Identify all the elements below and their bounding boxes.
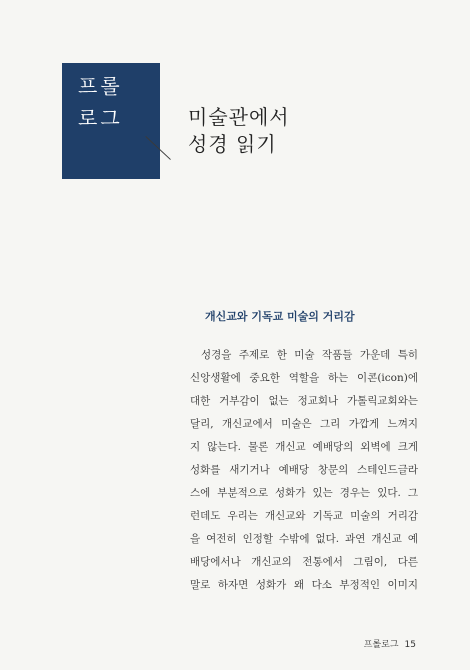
chapter-label-box <box>62 63 160 179</box>
body-line: 달리, 개신교에서 미술은 그리 가깝게 느껴지 <box>190 418 418 430</box>
section-heading: 개신교와 기독교 미술의 거리감 <box>205 310 355 323</box>
page-title-line-2: 성경 읽기 <box>188 132 277 156</box>
body-line: 을 여전히 인정할 수밖에 없다. 과연 개신교 예 <box>190 533 418 545</box>
body-line: 지 않는다. 물론 개신교 예배당의 외벽에 크게 <box>190 441 418 453</box>
body-line: 스에 부분적으로 성화가 있는 경우는 있다. 그 <box>190 487 418 499</box>
running-footer-label: 프롤로그 <box>363 640 399 650</box>
body-line: 말로 하자면 성화가 왜 다소 부정적인 이미지 <box>190 579 418 591</box>
page-title-line-1: 미술관에서 <box>188 105 290 129</box>
page-footer <box>364 637 416 650</box>
chapter-label-line-2: 로그 <box>78 106 123 130</box>
body-line: 대한 거부감이 없는 정교회나 가톨릭교회와는 <box>190 395 418 407</box>
chapter-label-line-1: 프롤 <box>78 74 123 98</box>
body-line: 런데도 우리는 개신교와 기독교 미술의 거리감 <box>190 510 418 522</box>
body-line: 신앙생활에 중요한 역할을 하는 이콘(icon)에 <box>190 372 418 384</box>
page-title <box>188 104 290 158</box>
body-line: 배당에서나 개신교의 전통에서 그림이, 다른 <box>190 556 418 568</box>
page-number: 15 <box>404 640 416 650</box>
body-line: 성화를 새기거나 예배당 창문의 스테인드글라 <box>190 464 418 476</box>
body-paragraph <box>190 344 418 597</box>
body-line: 성경을 주제로 한 미술 작품들 가운데 특히 <box>201 349 418 361</box>
